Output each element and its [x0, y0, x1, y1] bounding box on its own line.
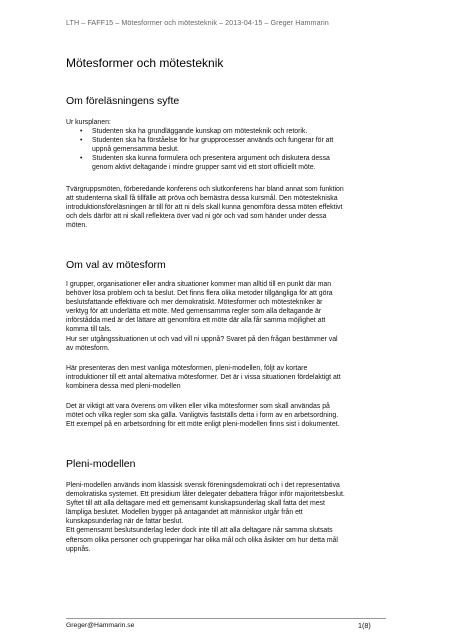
motesform-paragraph-1: I grupper, organisationer eller andra situationer kommer man alltid till en punkt där man behöver lösa problem och ta beslut. Det finns flera olika metoder tillgängliga för att göra beslutsfattande effektivare och mer demokratiskt. Mötesformer och mötestekniker är verktyg för att underlätta ett möte. Med gemensamma regler som alla deltagande är införstådda med är det lättare att genomföra ett möte där alla får samma möjlighet att komma till tals. Hur ser utgångssituationen ut och vad vill ni uppnå? Svaret på den frågan bestämmer val av mötesform. — [66, 281, 338, 352]
syfte-paragraph: Tvärgruppsmöten, förberedande konferens och slutkonferens har bland annat som funktion att studenterna skall få tillfälle att pröva och bemästra dessa kursmål. Den mötestekniska introduktionsföreläsningen är till för att ni dels skall kunna genomföra dessa möten effektivt och dels därför att ni skall reflektera över vad ni gör och vad som händer under dessa möten. — [66, 186, 344, 230]
document-title: Mötesformer och mötesteknik — [66, 56, 224, 70]
bullet-icon: • — [80, 155, 83, 163]
motesform-paragraph-2: Här presenteras den mest vanliga mötesformen, pleni-modellen, följt av kortare introduktioner till ett antal alternativa mötesformer. Det är i vissa situationen fördelaktigt att kombinera dessa med pleni-modellen — [66, 365, 341, 391]
footer-email: Greger@Hammarin.se — [66, 622, 135, 629]
kursplan-intro: Ur kursplanen: — [66, 119, 111, 126]
pleni-paragraph: Pleni-modellen används inom klassisk svensk föreningsdemokrati och i det representativa demokratiska systemet. Ett presidium låter delegater debattera frågor inför majoritetsbeslut. Syftet till att alla deltagare med ett gemensamt kunskapsunderlag skall fatta det mest lämpliga beslutet. Modellen bygger på antagandet att människor utgår från ett kunskapsunderlag när de fattar beslut. Ett gemensamt beslutsunderlag leder dock inte till att alla deltagare når samma slutsats eftersom olika personer och grupperingar har olika mål och olika åsikter om hur detta mål uppnås. — [66, 482, 345, 553]
bullet-icon: • — [80, 137, 83, 145]
running-header: LTH – FAFF15 – Mötesformer och mötesteknik – 2013-04-15 – Greger Hammarin — [66, 18, 329, 27]
list-item: • Studenten ska ha grundläggande kunskap om mötesteknik och retorik. — [80, 128, 308, 135]
motesform-paragraph-3: Det är viktigt att vara överens om vilken eller vilka mötesformer som skall användas på mötet och vilka regler som ska gälla. Vanligtvis fastställs detta i form av en arbetsordning. Ett exempel på en arbetsordning för ett möte enligt pleni-modellen finns sist i dokumentet. — [66, 403, 340, 429]
list-item: • Studenten ska kunna formulera och presentera argument och diskutera dessa genom aktivt deltagande i mindre grupper samt vid ett stort officiellt möte. — [80, 155, 330, 172]
section-heading-pleni: Pleni-modellen — [66, 458, 136, 470]
page-number: 1(8) — [358, 621, 371, 630]
list-item: • Studenten ska ha förståelse för hur grupprocesser används och fungerar för att uppnå gemensamma beslut. — [80, 137, 334, 154]
bullet-icon: • — [80, 128, 83, 135]
footer-divider — [66, 618, 386, 619]
section-heading-motesform: Om val av mötesform — [66, 259, 166, 271]
section-heading-syfte: Om föreläsningens syfte — [66, 95, 180, 107]
kursmal-list — [66, 127, 396, 172]
